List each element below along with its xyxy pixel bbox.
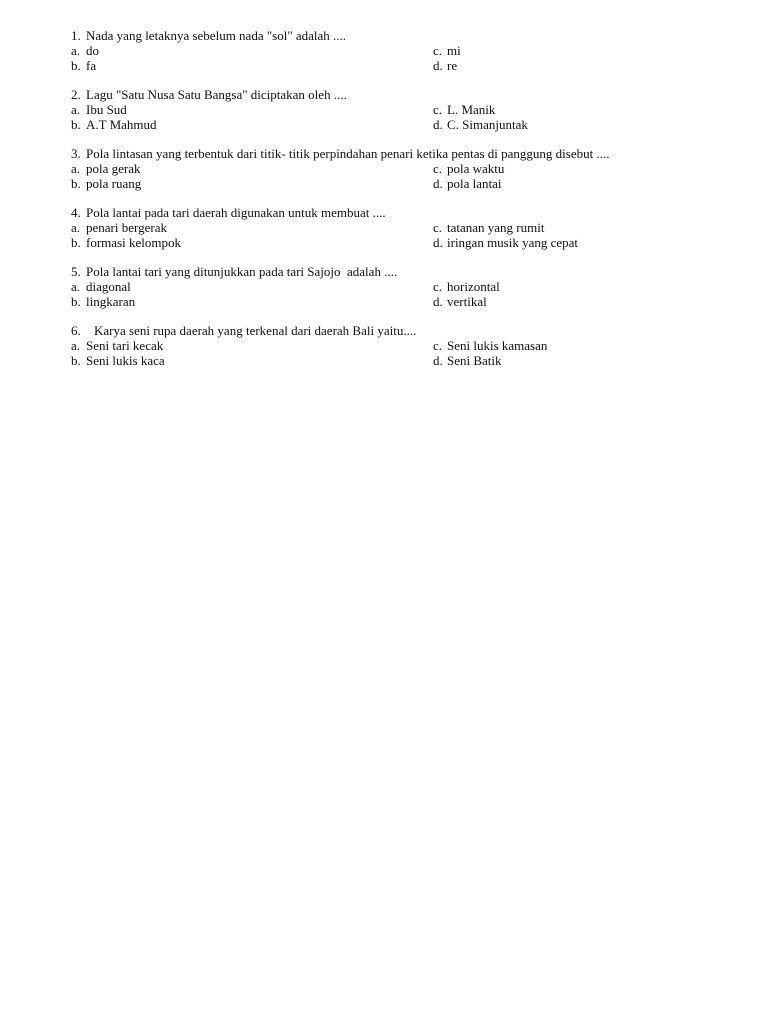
option-text: C. Simanjuntak (447, 117, 528, 132)
option-c (433, 338, 547, 353)
options-row-2 (71, 294, 731, 309)
question-number: 3. (71, 146, 81, 161)
option-letter: a. (71, 102, 81, 117)
option-text: A.T Mahmud (86, 117, 157, 132)
options-row-1 (71, 43, 731, 58)
question-text: Pola lintasan yang terbentuk dari titik- titik perpindahan penari ketika pentas di panggung disebut .... (86, 146, 610, 161)
option-b (71, 117, 157, 132)
options-row-2 (71, 235, 731, 250)
option-d (433, 294, 487, 309)
option-text: L. Manik (447, 102, 496, 117)
option-text: vertikal (447, 294, 487, 309)
option-text: Seni lukis kamasan (447, 338, 548, 353)
question-2 (71, 87, 731, 132)
options-row-1 (71, 220, 731, 235)
question-3-stem (71, 146, 731, 161)
question-text: Pola lantai pada tari daerah digunakan untuk membuat .... (86, 205, 386, 220)
option-c (433, 220, 544, 235)
option-letter: b. (71, 117, 81, 132)
option-d (433, 58, 457, 73)
option-letter: c. (433, 220, 443, 235)
option-letter: b. (71, 235, 81, 250)
question-text: Pola lantai tari yang ditunjukkan pada tari Sajojo adalah .... (86, 264, 398, 279)
option-text: Ibu Sud (86, 102, 127, 117)
option-c (433, 161, 504, 176)
option-a (71, 338, 163, 353)
question-5-stem (71, 264, 731, 279)
option-d (433, 117, 528, 132)
options-row-1 (71, 279, 731, 294)
question-number: 5. (71, 264, 81, 279)
question-text: Lagu "Satu Nusa Satu Bangsa" diciptakan oleh .... (86, 87, 347, 102)
options-row-2 (71, 353, 731, 368)
option-text: pola ruang (86, 176, 142, 191)
option-a (71, 102, 127, 117)
question-text: Karya seni rupa daerah yang terkenal dari daerah Bali yaitu.... (94, 323, 417, 338)
option-text: pola lantai (447, 176, 502, 191)
option-text: Seni Batik (447, 353, 502, 368)
option-d (433, 176, 502, 191)
option-letter: c. (433, 43, 443, 58)
question-4 (71, 205, 731, 250)
options-row-1 (71, 102, 731, 117)
option-letter: d. (433, 58, 443, 73)
option-letter: c. (433, 102, 443, 117)
options-row-1 (71, 161, 731, 176)
option-letter: a. (71, 43, 81, 58)
option-letter: a. (71, 338, 81, 353)
question-1 (71, 28, 731, 73)
option-text: pola waktu (447, 161, 505, 176)
option-text: lingkaran (86, 294, 136, 309)
option-letter: d. (433, 353, 443, 368)
question-5 (71, 264, 731, 309)
option-letter: d. (433, 294, 443, 309)
option-text: tatanan yang rumit (447, 220, 545, 235)
option-a (71, 220, 167, 235)
question-1-stem (71, 28, 731, 43)
option-text: formasi kelompok (86, 235, 181, 250)
question-2-stem (71, 87, 731, 102)
options-row-2 (71, 176, 731, 191)
option-b (71, 235, 181, 250)
option-letter: c. (433, 161, 443, 176)
option-text: Seni tari kecak (86, 338, 164, 353)
option-text: diagonal (86, 279, 131, 294)
option-letter: a. (71, 279, 81, 294)
option-c (433, 43, 461, 58)
option-letter: b. (71, 58, 81, 73)
question-6-stem (71, 323, 731, 338)
option-letter: b. (71, 353, 81, 368)
option-b (71, 58, 96, 73)
question-3 (71, 146, 731, 191)
options-row-2 (71, 58, 731, 73)
option-letter: d. (433, 235, 443, 250)
option-text: iringan musik yang cepat (447, 235, 579, 250)
option-text: re (447, 58, 458, 73)
option-b (71, 294, 135, 309)
option-letter: c. (433, 279, 443, 294)
option-letter: d. (433, 117, 443, 132)
option-d (433, 353, 502, 368)
option-a (71, 279, 131, 294)
option-text: do (86, 43, 99, 58)
option-letter: b. (71, 294, 81, 309)
option-letter: d. (433, 176, 443, 191)
question-6 (71, 323, 731, 368)
question-text: Nada yang letaknya sebelum nada "sol" adalah .... (86, 28, 347, 43)
options-row-2 (71, 117, 731, 132)
option-c (433, 279, 500, 294)
question-number: 1. (71, 28, 81, 43)
option-text: fa (86, 58, 97, 73)
question-4-stem (71, 205, 731, 220)
option-b (71, 176, 141, 191)
option-d (433, 235, 578, 250)
options-row-1 (71, 338, 731, 353)
option-c (433, 102, 495, 117)
option-text: horizontal (447, 279, 500, 294)
option-text: penari bergerak (86, 220, 167, 235)
question-number: 4. (71, 205, 81, 220)
option-letter: c. (433, 338, 443, 353)
option-letter: a. (71, 161, 81, 176)
option-b (71, 353, 165, 368)
option-a (71, 161, 141, 176)
option-a (71, 43, 99, 58)
option-letter: a. (71, 220, 81, 235)
option-text: pola gerak (86, 161, 141, 176)
question-number: 6. (71, 323, 81, 338)
option-text: Seni lukis kaca (86, 353, 165, 368)
option-letter: b. (71, 176, 81, 191)
option-text: mi (447, 43, 461, 58)
question-number: 2. (71, 87, 81, 102)
